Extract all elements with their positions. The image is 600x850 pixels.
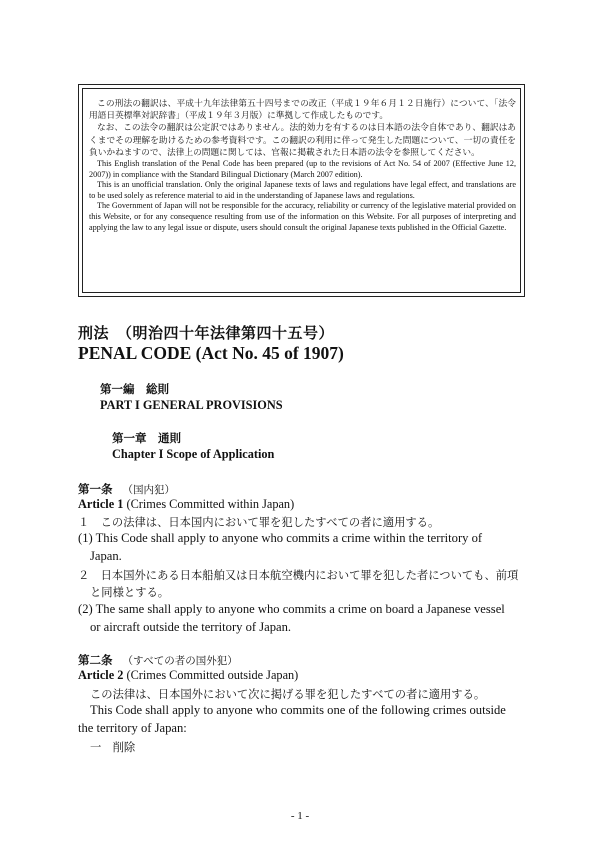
law-title-jp: 刑法 （明治四十年法律第四十五号） <box>78 324 335 342</box>
article-1-para-2-en-line-2: or aircraft outside the territory of Japan. <box>90 620 292 634</box>
chapter-heading-jp: 第一章 通則 <box>112 431 181 445</box>
article-1-para-2-jp-line-1: ２ 日本国外にある日本船舶又は日本航空機内において罪を犯した者についても、前項 <box>78 569 519 582</box>
chapter-heading-en: Chapter I Scope of Application <box>112 447 275 461</box>
article-1-para-1-jp: １ この法律は、日本国内において罪を犯したすべての者に適用する。 <box>78 516 440 529</box>
article-2-caption-en: (Crimes Committed outside Japan) <box>126 668 299 682</box>
article-2-text-jp: この法律は、日本国外において次に掲げる罪を犯したすべての者に適用する。 <box>90 688 486 701</box>
article-1-para-1-en-line-1: (1) This Code shall apply to anyone who commits a crime within the territory of <box>78 531 483 545</box>
article-1-heading-jp <box>78 481 175 497</box>
article-2-caption-jp: （すべての者の国外犯） <box>122 655 238 667</box>
article-1-caption-en: (Crimes Committed within Japan) <box>126 497 295 511</box>
translation-notice-inner <box>82 88 521 293</box>
part-heading-jp: 第一編 総則 <box>100 382 169 396</box>
article-2-number-jp: 第二条 <box>78 653 113 667</box>
article-1-heading-en <box>78 497 294 512</box>
article-1-para-2-en-line-1: (2) The same shall apply to anyone who commits a crime on board a Japanese vessel <box>78 602 505 616</box>
notice-jp-para-2: なお、この法令の翻訳は公定訳ではありません。法的効力を有するのは日本語の法令自体であり、翻訳はあくまでその理解を助けるための参考資料です。この翻訳の利用に伴って発生した問題について、一切の責任を負いかねますので、法律上の問題に関しては、官報に掲載された日本語の法令を参照してください。 <box>89 123 516 158</box>
article-1-para-1-en-line-2: Japan. <box>90 549 122 563</box>
page-number: - 1 - <box>290 810 310 822</box>
article-1-para-2-jp-line-2: と同様とする。 <box>90 586 170 599</box>
notice-en-para-1: This English translation of the Penal Code has been prepared (up to the revisions of Act No. 54 of 2007 (Effective June 12, 2007)) in compliance with the Standard Bilingual Dictionary (March 2007 edition). <box>89 159 516 179</box>
part-heading-en: PART I GENERAL PROVISIONS <box>100 398 283 412</box>
law-title-en: PENAL CODE (Act No. 45 of 1907) <box>78 343 344 363</box>
notice-jp-para-1: この刑法の翻訳は、平成十九年法律第五十四号までの改正（平成１９年６月１２日施行）について、「法令用語日英標準対訳辞書」（平成１９年３月版）に準拠して作成したものです。 <box>89 99 516 122</box>
article-2-item-1: 一 削除 <box>90 741 136 754</box>
translation-notice-box <box>78 84 525 297</box>
notice-en-para-3: The Government of Japan will not be responsible for the accuracy, reliability or currency of the legislative material provided on this Website, or for any consequence resulting from use of the information on this Website. For all purposes of interpreting and applying the law to any legal issue or dispute, users should consult the original Japanese texts published in the Official Gazette. <box>89 201 516 232</box>
article-1-number-en: Article 1 <box>78 497 124 511</box>
article-2-text-en-line-2: the territory of Japan: <box>78 721 187 735</box>
article-1-caption-jp: （国内犯） <box>122 484 175 496</box>
article-2-text-en-line-1: This Code shall apply to anyone who commits one of the following crimes outside <box>90 703 506 717</box>
article-2-number-en: Article 2 <box>78 668 124 682</box>
article-2-heading-en <box>78 668 298 683</box>
article-1-number-jp: 第一条 <box>78 482 113 496</box>
article-2-heading-jp <box>78 652 238 668</box>
notice-en-para-2: This is an unofficial translation. Only the original Japanese texts of laws and regulations have legal effect, and translations are to be used solely as reference material to aid in the understanding of Japanese laws and regulations. <box>89 180 516 200</box>
